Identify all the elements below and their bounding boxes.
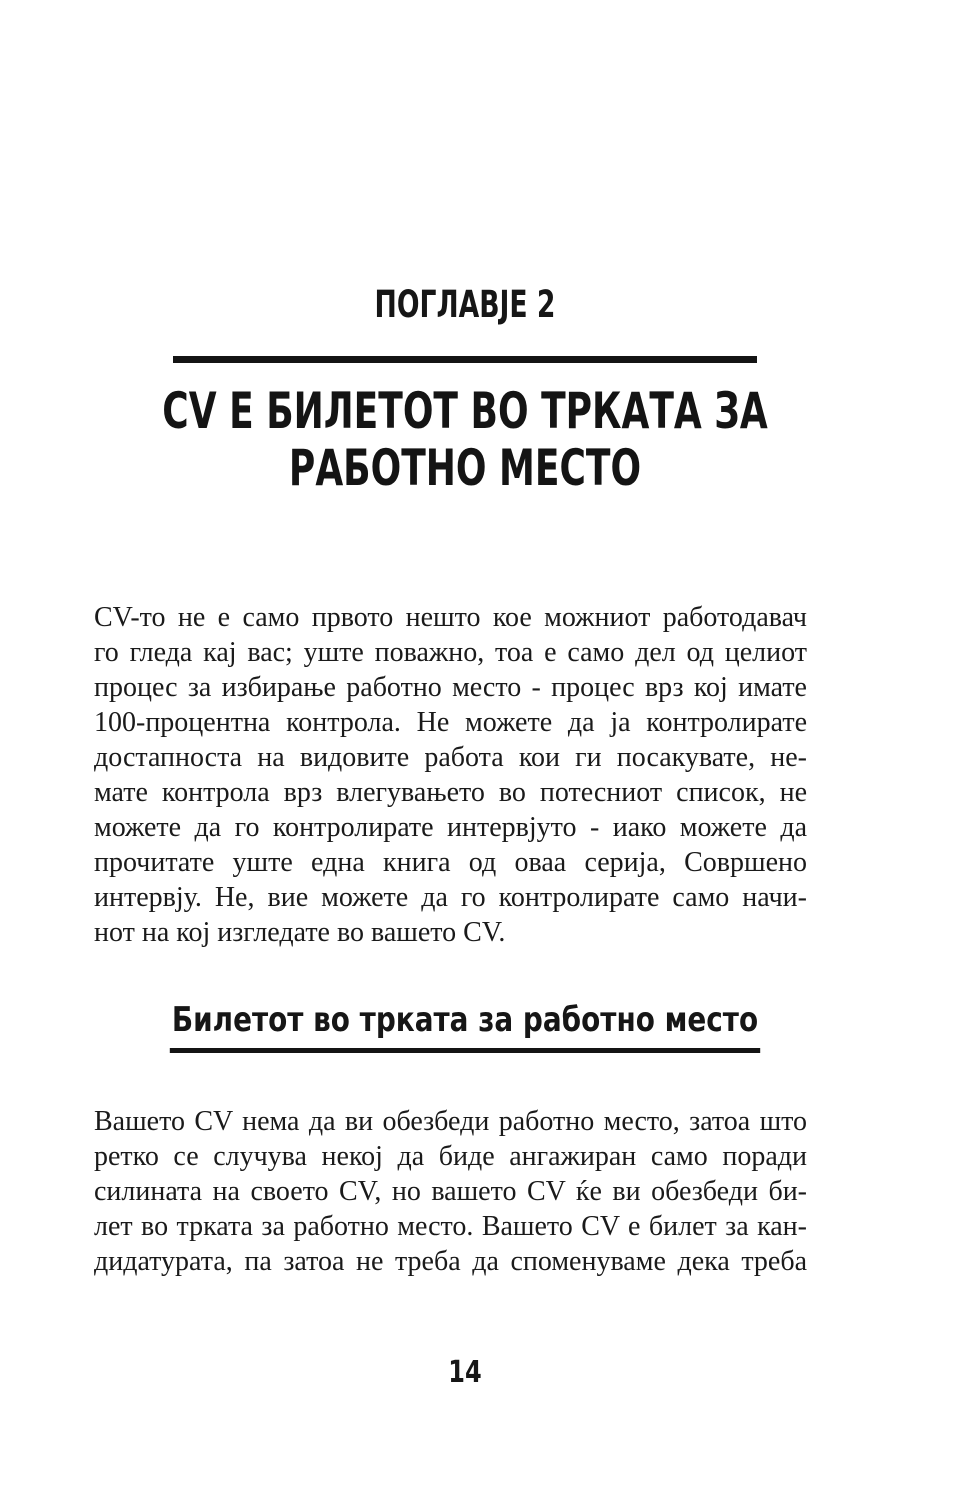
body-text-line: го гледа кај вас; уште поважно, тоа е само дел од целиот (94, 637, 807, 668)
body-paragraph-2 (94, 1104, 807, 1279)
body-text-line: ретко се случува некој да биде ангажиран само поради (94, 1141, 807, 1172)
chapter-title-line-1: CV Е БИЛЕТОТ ВО ТРКАТА ЗА (162, 382, 768, 440)
body-text-line: процес за избирање работно место - процес врз кој имате (94, 672, 807, 703)
body-text-line: лет во трката за работно место. Вашето CV е билет за кан- (94, 1211, 807, 1242)
body-text-line: Вашето CV нема да ви обезбеди работно место, затоа што (94, 1106, 807, 1137)
body-paragraph-1 (94, 600, 807, 950)
section-heading-wrap (84, 1000, 847, 1053)
body-text-line: силината на своето CV, но вашето CV ќе ви обезбеди би- (94, 1176, 807, 1207)
chapter-title-line-2: РАБОТНО МЕСТО (288, 439, 642, 497)
body-text-line: можете да го контролирате интервјуто - иако можете да (94, 812, 807, 843)
body-text-line: интервју. Не, вие можете да го контролирате само начи- (94, 882, 807, 913)
page-number: 14 (448, 1355, 482, 1390)
chapter-title (130, 383, 800, 497)
body-text-line: 100-процентна контрола. Не можете да ја контролирате (94, 707, 807, 738)
chapter-label: ПОГЛАВЈЕ 2 (374, 283, 556, 326)
body-text-line: нот на кој изгледате во вашето CV. (94, 917, 506, 948)
section-heading: Билетот во трката за работно место (169, 1000, 760, 1053)
body-text-line: мате контрола врз влегувањето во потесниот список, не (94, 777, 807, 808)
body-text-line: достапноста на видовите работа кои ги посакувате, не- (94, 742, 807, 773)
title-divider-rule (173, 356, 757, 363)
body-text-line: прочитате уште една книга од оваа серија, Совршено (94, 847, 807, 878)
body-text-line: CV-то не е само првото нешто кое можниот работодавач (94, 602, 807, 633)
body-text-line: дидатурата, па затоа не треба да споменуваме дека треба (94, 1246, 807, 1277)
